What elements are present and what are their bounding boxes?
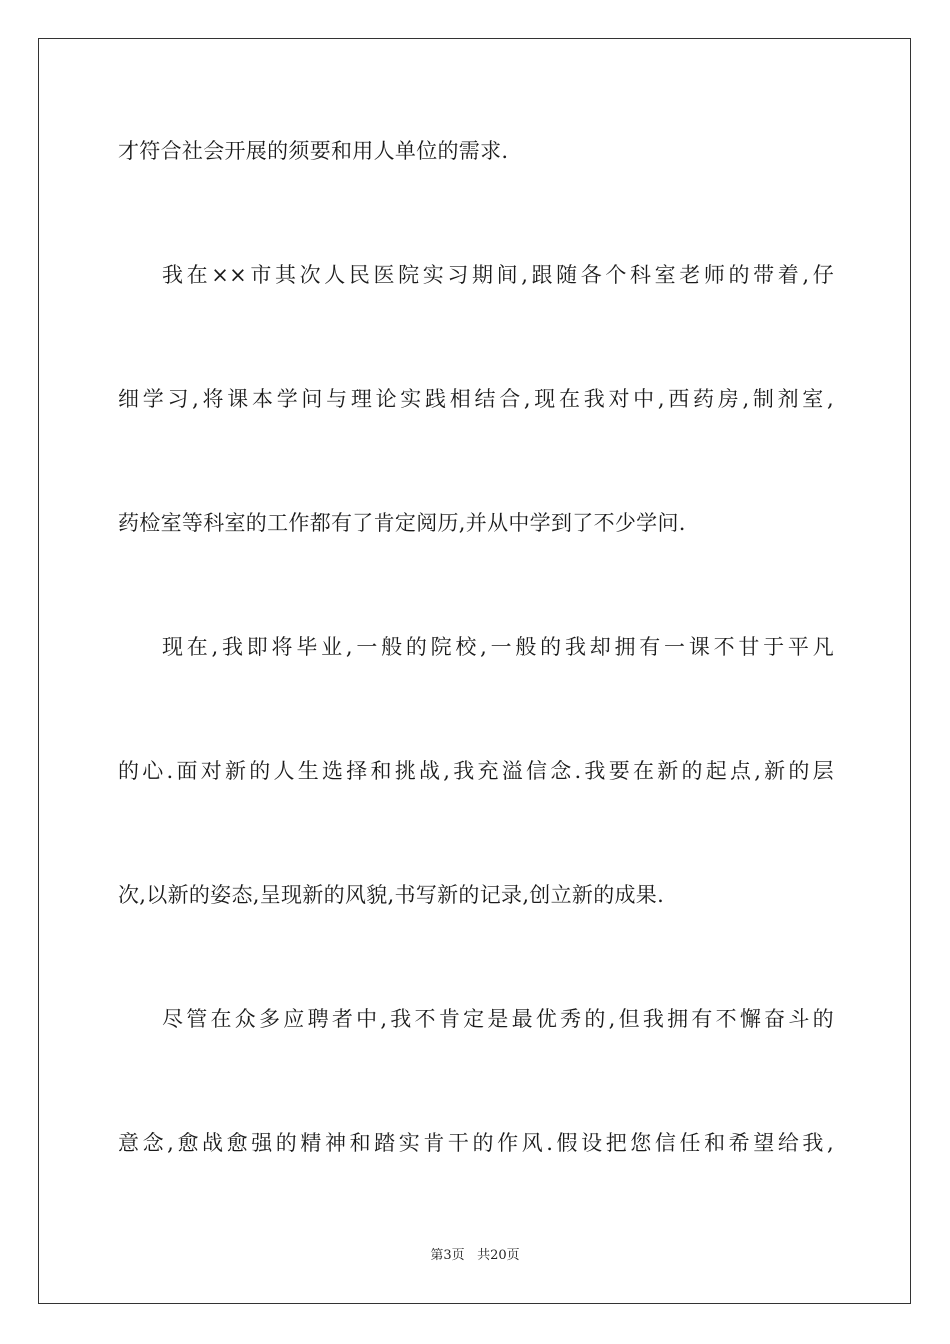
paragraph-line-3: 细学习,将课本学问与理论实践相结合,现在我对中,西药房,制剂室, [118, 387, 834, 411]
page-number: 第3页 [430, 1248, 465, 1263]
paragraph-line-9: 意念,愈战愈强的精神和踏实肯干的作风.假设把您信任和希望给我, [118, 1131, 834, 1155]
paragraph-line-5: 现在,我即将毕业,一般的院校,一般的我却拥有一课不甘于平凡 [162, 635, 834, 659]
paragraph-line-4: 药检室等科室的工作都有了肯定阅历,并从中学到了不少学问. [118, 511, 686, 535]
paragraph-line-7: 次,以新的姿态,呈现新的风貌,书写新的记录,创立新的成果. [118, 883, 665, 907]
paragraph-line-6: 的心.面对新的人生选择和挑战,我充溢信念.我要在新的起点,新的层 [118, 759, 834, 783]
page-total: 共20页 [477, 1248, 520, 1263]
page-frame [38, 38, 911, 1304]
paragraph-line-2: 我在××市其次人民医院实习期间,跟随各个科室老师的带着,仔 [162, 263, 834, 287]
paragraph-line-1: 才符合社会开展的须要和用人单位的需求. [118, 139, 509, 163]
paragraph-line-8: 尽管在众多应聘者中,我不肯定是最优秀的,但我拥有不懈奋斗的 [162, 1007, 834, 1031]
page-footer [0, 1247, 950, 1265]
